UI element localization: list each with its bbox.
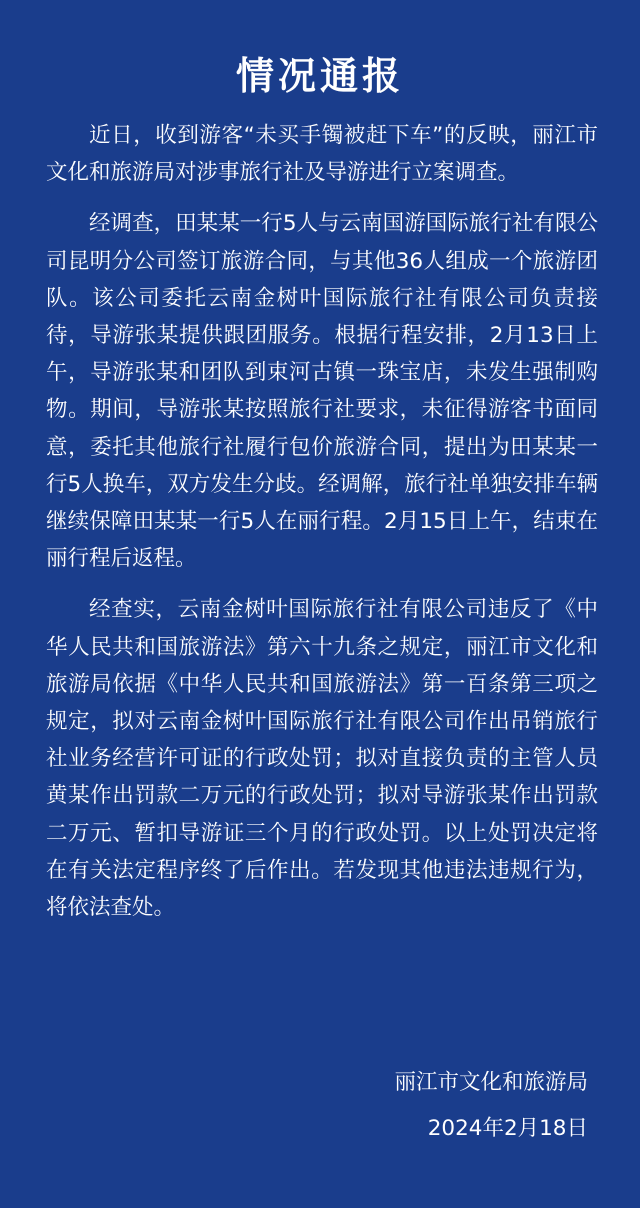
- paragraph-complaint: 近日，收到游客“未买手镯被赶下车”的反映，丽江市文化和旅游局对涉事旅行社及导游进行立案调查。: [46, 123, 598, 186]
- notice-title: 情况通报: [235, 54, 404, 98]
- signature-date: 2024年2月18日: [427, 1116, 588, 1141]
- paragraph-penalty: 经查实，云南金树叶国际旅行社有限公司违反了《中华人民共和国旅游法》第六十九条之规定，丽江市文化和旅游局依据《中华人民共和国旅游法》第一百条第三项之规定，拟对云南金树叶国际旅行社有限公司作出吊销旅行社业务经营许可证的行政处罚；拟对直接负责的主管人员黄某作出罚款二万元的行政处罚；拟对导游张某作出罚款二万元、暂扣导游证三个月的行政处罚。以上处罚决定将在有关法定程序终了后作出。若发现其他违法违规行为，将依法查处。: [46, 597, 598, 921]
- signature-organization: 丽江市文化和旅游局: [394, 1070, 588, 1095]
- notice-body: [46, 117, 598, 940]
- paragraph-investigation: 经调查，田某某一行5人与云南国游国际旅行社有限公司昆明分公司签订旅游合同，与其他36人组成一个旅游团队。该公司委托云南金树叶国际旅行社有限公司负责接待，导游张某提供跟团服务。根据行程安排，2月13日上午，导游张某和团队到束河古镇一珠宝店，未发生强制购物。期间，导游张某按照旅行社要求，未征得游客书面同意，委托其他旅行社履行包价旅游合同，提出为田某某一行5人换车，双方发生分歧。经调解，旅行社单独安排车辆继续保障田某某一行5人在丽行程。2月15日上午，结束在丽行程后返程。: [46, 211, 598, 572]
